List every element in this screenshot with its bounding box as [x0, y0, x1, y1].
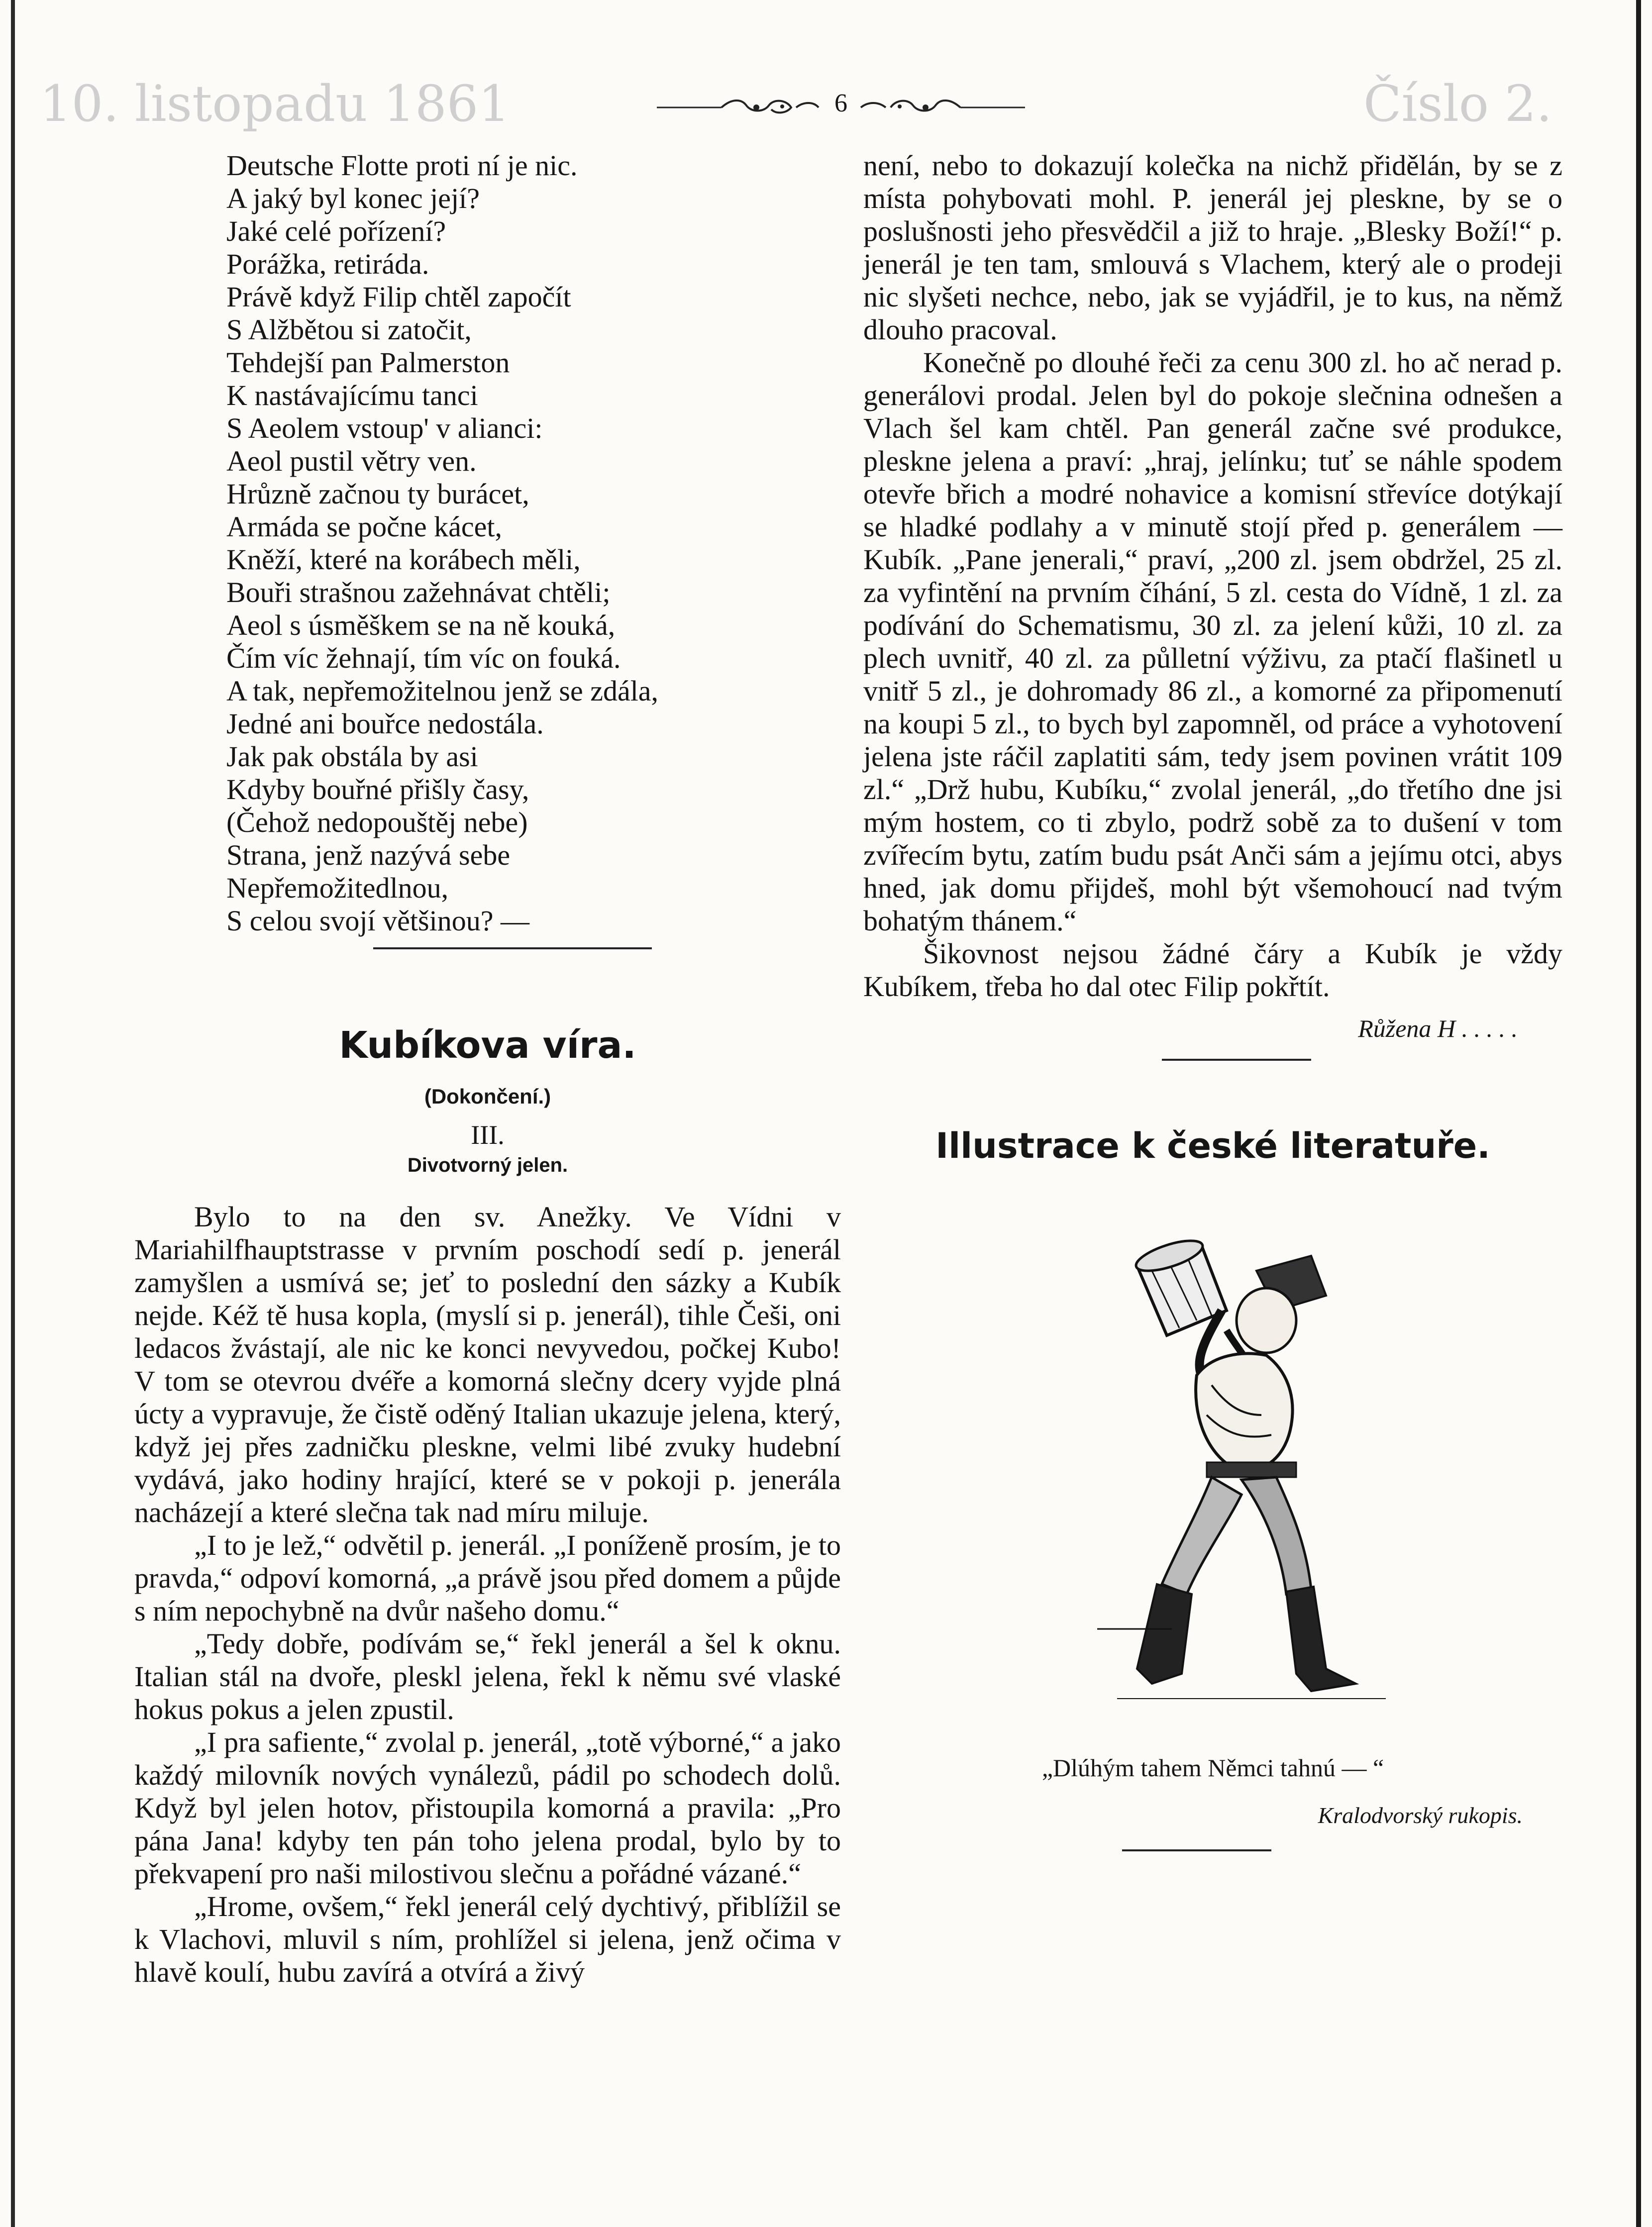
left-edge-shadow	[11, 0, 15, 2227]
page-number: 6	[834, 89, 847, 117]
paragraph: „Tedy dobře, podívám se,“ řekl jenerál a šel k oknu. Italian stál na dvoře, pleskl jelena, řekl k němu své vlaské hokus pokus a jelen zpustil.	[134, 1627, 841, 1725]
poem-line: Porážka, retiráda.	[226, 248, 429, 280]
paragraph: „I to je lež,“ odvětil p. jenerál. „I poníženě prosím, je to pravda,“ odpoví komorná, „a právě jsou před domem a půjde s ním nepochybně na dvůr našeho domu.“	[134, 1529, 841, 1627]
bleed-through-issue: Číslo 2.	[1363, 75, 1552, 133]
poem-line: Deutsche Flotte proti ní je nic.	[226, 149, 578, 182]
story-subtitle: (Dokončení.)	[424, 1085, 551, 1108]
poem-line: Nepřemožitedlnou,	[226, 872, 449, 904]
drinking-man-illustration	[1077, 1236, 1426, 1733]
right-edge-shadow	[1636, 0, 1641, 2227]
section-divider	[1122, 1849, 1271, 1851]
poem-line: Tehdejší pan Palmerston	[226, 346, 510, 379]
poem-line: Aeol s úsměškem se na ně kouká,	[226, 609, 616, 641]
paragraph: „I pra safiente,“ zvolal p. jenerál, „totě výborné,“ a jako každý milovník nových vynálezů, pádil po schodech dolů. Když byl jelen hotov, přistoupila komorná a pravila: „Pro pána Jana! kdyby ten pán toho jelena prodal, bylo by to překvapení pro naši milostivou slečnu a pořádné vázané.“	[134, 1726, 841, 1890]
paragraph: Šikovnost nejsou žádné čáry a Kubík je vždy Kubíkem, třeba ho dal otec Filip pokřtít.	[863, 937, 1562, 1003]
drinking-man-engraving	[1077, 1236, 1426, 1733]
poem-line: S Alžbětou si zatočit,	[226, 313, 472, 346]
section-divider	[373, 947, 652, 949]
poem-line: S celou svojí většinou? —	[226, 905, 529, 937]
poem-line: Čím víc žehnají, tím víc on fouká.	[226, 642, 621, 674]
poem-block	[134, 149, 841, 937]
poem-line: A tak, nepřemožitelnou jenž se zdála,	[226, 675, 659, 707]
poem-line: A jaký byl konec její?	[226, 182, 480, 214]
illustration-attribution: Kralodvorský rukopis.	[1318, 1803, 1523, 1828]
poem-line: Jedné ani bouřce nedostála.	[226, 708, 544, 740]
author-signature: Růžena H . . . . .	[1358, 1014, 1518, 1042]
poem-line: Jak pak obstála by asi	[226, 740, 478, 773]
section-divider	[1162, 1059, 1311, 1061]
illustration-caption: „Dlúhým tahem Němci tahnú — “	[1041, 1754, 1384, 1782]
poem-line: Jaké celé pořízení?	[226, 215, 446, 247]
poem-line: Strana, jenž nazývá sebe	[226, 839, 511, 871]
paragraph: není, nebo to dokazují kolečka na nichž přidělán, by se z místa pohybovati mohl. P. jenerál jej pleskne, by se o poslušnosti jeho přesvědčil a již to hraje. „Blesky Boží!“ p. jenerál je ten tam, smlouvá s Vlachem, který ale o prodeji nic slyšeti nechce, nebo, jak se vyjádřil, je to kus, na němž dlouho pracoval.	[863, 149, 1562, 346]
poem-line: Právě když Filip chtěl započít	[226, 281, 571, 313]
bleed-through-date: 10. listopadu 1861	[40, 75, 510, 133]
poem-line: Armáda se počne kácet,	[226, 510, 502, 543]
story-body-continued	[863, 149, 1562, 1003]
story-part: III.	[471, 1120, 505, 1150]
poem-line: S Aeolem vstoup' v alianci:	[226, 412, 543, 444]
right-column	[863, 149, 1562, 1851]
poem-line: Kněží, které na korábech měli,	[226, 543, 581, 576]
paragraph: Bylo to na den sv. Anežky. Ve Vídni v Mariahilfhauptstrasse v prvním poschodí sedí p. jenerál zamyšlen a usmívá se; jeť to poslední den sázky a Kubík nejde. Kéž tě husa kopla, (myslí si p. jenerál), tihle Češi, oni ledacos žvástají, ale nic ke konci nevyvedou, počkej Kubo! V tom se otevrou dvéře a komorná slečny dcery vyjde plná úcty a vypravuje, že čistě oděný Italian ukazuje jelena, který, když jej přes zadničku pleskne, velmi libé zvuky hudební vydává, jako hodiny hrající, které se v pokoji p. jenerála nacházejí a které slečna tak nad míru miluje.	[134, 1201, 841, 1528]
poem-line: Bouři strašnou zažehnávat chtěli;	[226, 576, 611, 608]
poem-line: Aeol pustil větry ven.	[226, 445, 477, 477]
poem-line: Hrůzně začnou ty burácet,	[226, 478, 529, 510]
story-title: Kubíkova víra.	[339, 1024, 636, 1067]
paragraph: Konečně po dlouhé řeči za cenu 300 zl. ho ač nerad p. generálovi prodal. Jelen byl do pokoje slečnina odnešen a Vlach šel kam chtěl. Pan generál začne své produkce, pleskne jelena a praví: „hraj, jelínku; tuť se náhle spodem otevře břich a modré nohavice a komisní střevíce dotýkají se hladké podlahy a v minutě stojí před p. generálem — Kubík. „Pane jenerali,“ praví, „200 zl. jsem obdržel, 25 zl. za vyfintění na prvním číhání, 5 zl. cesta do Vídně, 1 zl. za podívání do Schematismu, 30 zl. za jelení kůži, 10 zl. za plech uvnitř, 40 zl. za půlletní výživu, za ptačí flašinetl u vnitř 5 zl., je dohromady 86 zl., a komorné za připomenutí na koupi 5 zl., to bych byl zapomněl, od práce a vyhotovení jelena jste ráčil zaplatiti sám, tedy jsem povinen vrátit 109 zl.“ „Drž hubu, Kubíku,“ zvolal jenerál, „do třetího dne jsi mým hostem, co ti zbylo, podrž sobě za to dušení v tom zvířecím bytu, zatím budu psát Anči sám a jejímu otci, abys hned, jak domu přijdeš, mohl být všemohoucí nad tvým bohatým thánem.“	[863, 346, 1562, 937]
story-body	[134, 1201, 841, 1989]
illustration-title: Illustrace k české literatuře.	[935, 1125, 1490, 1166]
poem-line: (Čehož nedopouštěj nebe)	[226, 806, 528, 838]
left-column	[134, 149, 841, 1989]
poem-line: Kdyby bouřné přišly časy,	[226, 773, 529, 806]
story-section-title: Divotvorný jelen.	[407, 1154, 568, 1176]
paragraph: „Hrome, ovšem,“ řekl jenerál celý dychtivý, přiblížil se k Vlachovi, mluvil s ním, prohlížel si jelena, jenž očima v hlavě koulí, hubu zavírá a otvírá a živý	[134, 1890, 841, 1988]
page-header	[647, 84, 1035, 128]
poem-line: K nastávajícímu tanci	[226, 379, 478, 411]
